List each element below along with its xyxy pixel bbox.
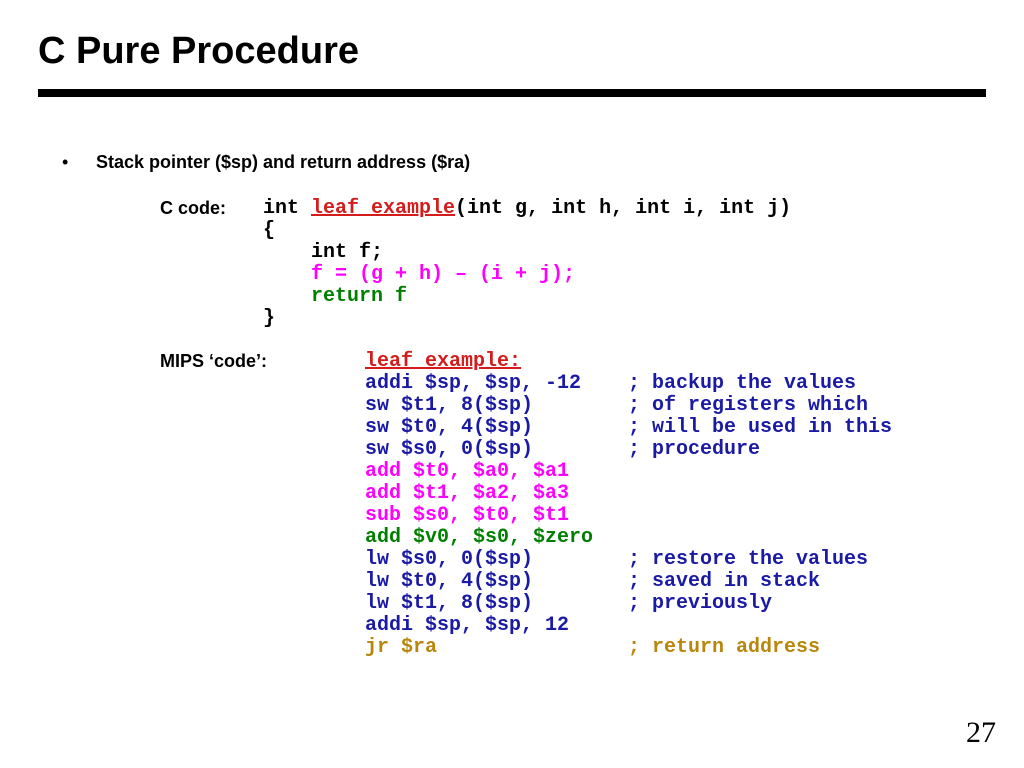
bullet-marker: • (62, 152, 69, 172)
mips-instruction: sw $s0, 0($sp) (365, 438, 534, 461)
c-code-token: { (263, 219, 276, 242)
c-code-token: (int g, int h, int i, int j) (455, 197, 792, 220)
mips-code-line (365, 483, 965, 505)
c-code-indent (263, 285, 311, 308)
mips-code-line (365, 593, 965, 615)
mips-instruction: add $v0, $s0, $zero (365, 526, 594, 549)
mips-instruction: addi $sp, $sp, -12 (365, 372, 582, 395)
mips-comment: ; will be used in this (628, 416, 893, 439)
mips-code-line (365, 505, 965, 527)
mips-instruction: sw $t0, 4($sp) (365, 416, 534, 439)
mips-instruction: jr $ra (365, 636, 438, 659)
mips-instruction: add $t0, $a0, $a1 (365, 460, 570, 483)
page-title: C Pure Procedure (38, 30, 359, 72)
c-code-line (263, 264, 791, 286)
c-code-token: } (263, 307, 276, 330)
mips-comment: ; of registers which (628, 394, 869, 417)
mips-code-line (365, 417, 965, 439)
c-code-line (263, 242, 791, 264)
c-code-line (263, 286, 791, 308)
mips-instruction: addi $sp, $sp, 12 (365, 614, 570, 637)
mips-code-line (365, 461, 965, 483)
mips-instruction: leaf_example: (365, 350, 522, 373)
c-code-token: f = (g + h) – (i + j); (311, 263, 576, 286)
c-code-line (263, 308, 791, 330)
mips-code-line (365, 571, 965, 593)
title-underline (38, 89, 986, 97)
slide-number: 27 (966, 716, 996, 749)
mips-code-line (365, 373, 965, 395)
mips-code-line (365, 527, 965, 549)
mips-code-line (365, 351, 965, 373)
mips-comment: ; backup the values (628, 372, 857, 395)
c-code-block (263, 198, 791, 330)
mips-code-label: MIPS ‘code’: (160, 351, 268, 371)
mips-code-block (365, 351, 965, 659)
c-code-indent (263, 241, 311, 264)
mips-code-line (365, 615, 965, 637)
c-code-token: int (263, 197, 312, 220)
mips-instruction: lw $t0, 4($sp) (365, 570, 534, 593)
mips-code-line (365, 439, 965, 461)
mips-code-line (365, 395, 965, 417)
mips-instruction: sw $t1, 8($sp) (365, 394, 534, 417)
c-code-token: return f (311, 285, 408, 308)
mips-code-line (365, 549, 965, 571)
mips-instruction: lw $s0, 0($sp) (365, 548, 534, 571)
mips-code-line (365, 637, 965, 659)
c-code-indent (263, 263, 311, 286)
c-code-token: leaf_example (311, 197, 456, 220)
mips-comment: ; restore the values (628, 548, 869, 571)
mips-instruction: add $t1, $a2, $a3 (365, 482, 570, 505)
mips-comment: ; saved in stack (628, 570, 821, 593)
mips-instruction: lw $t1, 8($sp) (365, 592, 534, 615)
c-code-line (263, 198, 791, 220)
mips-instruction: sub $s0, $t0, $t1 (365, 504, 570, 527)
bullet-text: Stack pointer ($sp) and return address ($ra) (96, 152, 471, 172)
c-code-label: C code: (160, 198, 227, 218)
mips-comment: ; return address (628, 636, 821, 659)
mips-comment: ; procedure (628, 438, 761, 461)
mips-comment: ; previously (628, 592, 773, 615)
c-code-line (263, 220, 791, 242)
c-code-token: int f; (311, 241, 384, 264)
